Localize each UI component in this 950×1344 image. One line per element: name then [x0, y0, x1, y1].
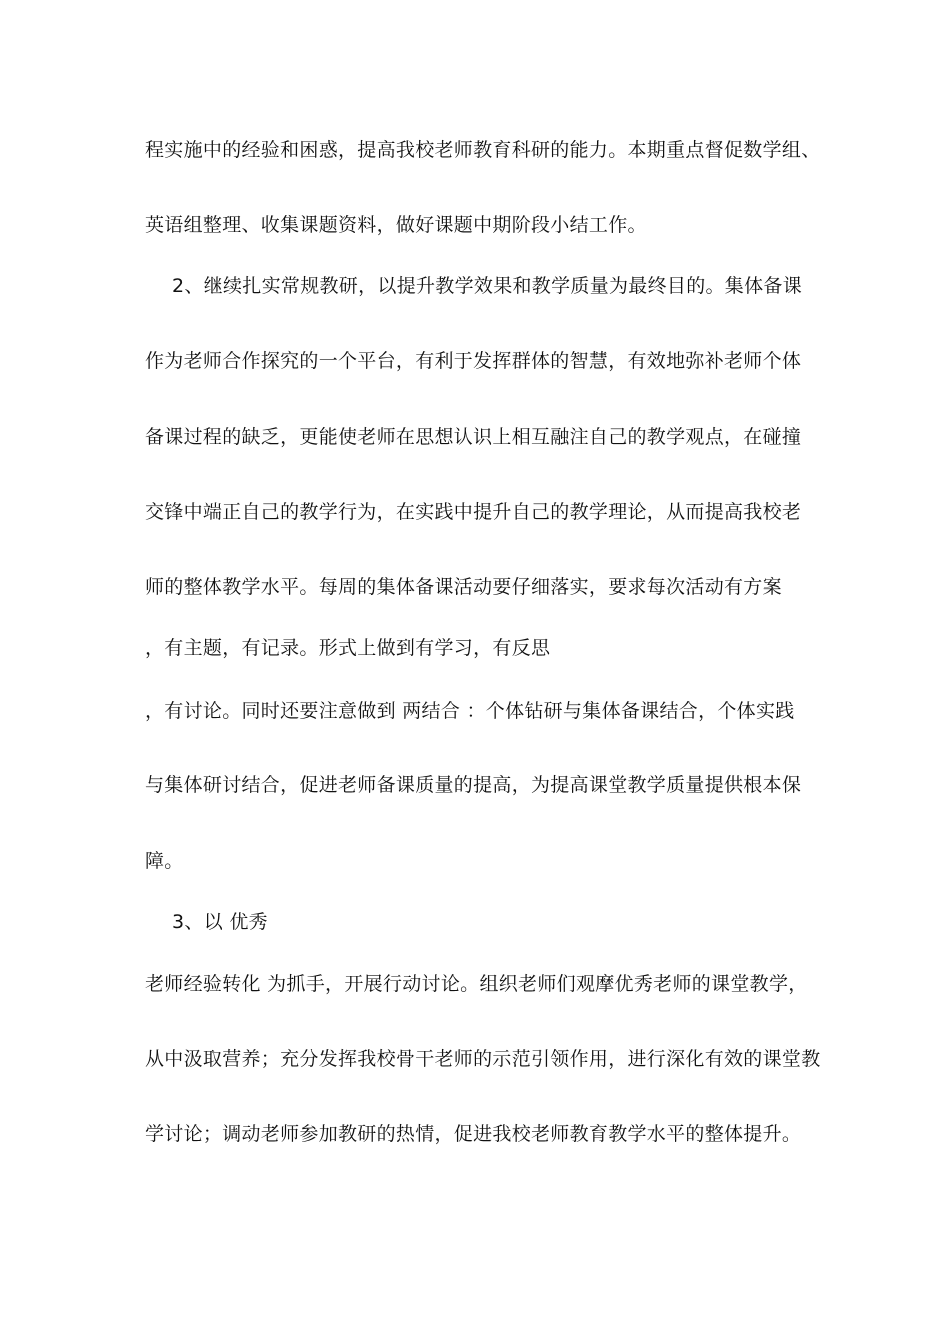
paragraph-line: 程实施中的经验和困惑，提高我校老师教育科研的能力。本期重点督促数学组、 — [145, 139, 821, 161]
paragraph-line: ，有讨论。同时还要注意做到 两结合 ：个体钻研与集体备课结合，个体实践 — [145, 700, 795, 722]
paragraph-line: 作为老师合作探究的一个平台，有利于发挥群体的智慧，有效地弥补老师个体 — [145, 350, 802, 372]
paragraph-line: ，有主题，有记录。形式上做到有学习，有反思 — [145, 637, 551, 659]
paragraph-line: 备课过程的缺乏，更能使老师在思想认识上相互融注自己的教学观点，在碰撞 — [145, 426, 802, 448]
paragraph-line: 师的整体教学水平。每周的集体备课活动要仔细落实，要求每次活动有方案 — [145, 576, 782, 598]
paragraph-line: 障。 — [145, 850, 184, 872]
paragraph-line: 3、以 优秀 — [172, 911, 268, 933]
paragraph-line: 与集体研讨结合，促进老师备课质量的提高，为提高课堂教学质量提供根本保 — [145, 774, 802, 796]
paragraph-line: 2、继续扎实常规教研，以提升教学效果和教学质量为最终目的。集体备课 — [172, 275, 802, 297]
paragraph-line: 学讨论；调动老师参加教研的热情，促进我校老师教育教学水平的整体提升。 — [145, 1123, 802, 1145]
paragraph-line: 英语组整理、收集课题资料，做好课题中期阶段小结工作。 — [145, 214, 647, 236]
paragraph-line: 从中汲取营养；充分发挥我校骨干老师的示范引领作用，进行深化有效的课堂教 — [145, 1048, 821, 1070]
paragraph-line: 交锋中端正自己的教学行为，在实践中提升自己的教学理论，从而提高我校老 — [145, 501, 802, 523]
paragraph-line: 老师经验转化 为抓手，开展行动讨论。组织老师们观摩优秀老师的课堂教学， — [145, 973, 808, 995]
